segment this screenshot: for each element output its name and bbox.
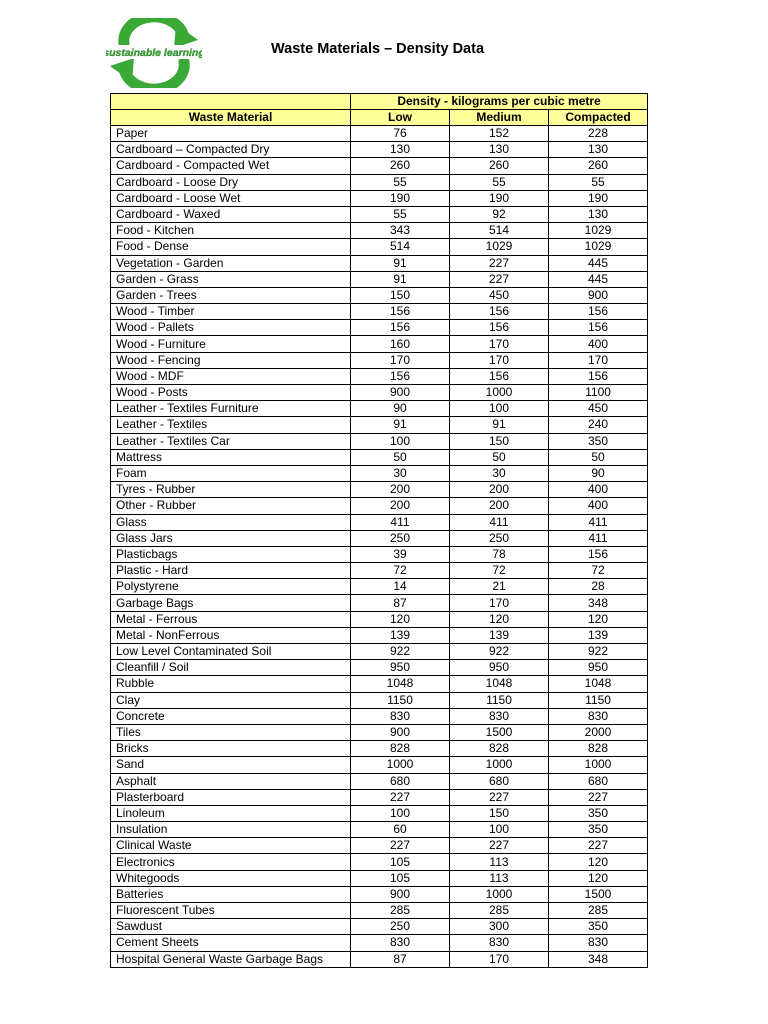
material-cell: Linoleum [111,805,351,821]
compacted-cell: 1000 [549,757,648,773]
compacted-cell: 227 [549,789,648,805]
compacted-cell: 830 [549,708,648,724]
medium-cell: 170 [450,352,549,368]
compacted-cell: 156 [549,320,648,336]
medium-cell: 514 [450,223,549,239]
compacted-cell: 445 [549,271,648,287]
table-row [111,142,648,158]
compacted-cell: 130 [549,206,648,222]
material-cell: Tyres - Rubber [111,482,351,498]
table-row [111,465,648,481]
table-row [111,368,648,384]
material-cell: Garden - Trees [111,287,351,303]
material-cell: Fluorescent Tubes [111,903,351,919]
material-cell: Cardboard - Loose Dry [111,174,351,190]
medium-cell: 1048 [450,676,549,692]
compacted-cell: 50 [549,449,648,465]
density-table [110,93,648,968]
material-cell: Low Level Contaminated Soil [111,644,351,660]
low-cell: 55 [351,174,450,190]
table-row [111,449,648,465]
material-cell: Metal - Ferrous [111,611,351,627]
compacted-cell: 227 [549,838,648,854]
low-cell: 250 [351,919,450,935]
material-cell: Wood - MDF [111,368,351,384]
table-row [111,287,648,303]
material-cell: Plasticbags [111,546,351,562]
low-cell: 830 [351,935,450,951]
low-cell: 950 [351,660,450,676]
compacted-cell: 450 [549,401,648,417]
low-cell: 260 [351,158,450,174]
low-cell: 91 [351,271,450,287]
medium-cell: 91 [450,417,549,433]
medium-cell: 260 [450,158,549,174]
header-row-group [111,94,648,110]
medium-cell: 1500 [450,724,549,740]
material-cell: Plastic - Hard [111,563,351,579]
material-cell: Polystyrene [111,579,351,595]
compacted-cell: 900 [549,287,648,303]
table-row [111,627,648,643]
compacted-cell: 156 [549,546,648,562]
medium-cell: 150 [450,433,549,449]
material-cell: Rubble [111,676,351,692]
medium-cell: 170 [450,336,549,352]
density-group-header: Density - kilograms per cubic metre [351,94,648,110]
medium-cell: 92 [450,206,549,222]
low-cell: 200 [351,498,450,514]
material-cell: Vegetation - Garden [111,255,351,271]
low-cell: 156 [351,320,450,336]
table-row [111,919,648,935]
table-row [111,206,648,222]
material-cell: Metal - NonFerrous [111,627,351,643]
table-row [111,708,648,724]
material-cell: Cardboard - Compacted Wet [111,158,351,174]
low-cell: 90 [351,401,450,417]
low-cell: 87 [351,951,450,967]
low-cell: 830 [351,708,450,724]
table-row [111,417,648,433]
compacted-cell: 2000 [549,724,648,740]
material-cell: Concrete [111,708,351,724]
table-row [111,724,648,740]
compacted-cell: 90 [549,465,648,481]
table-row [111,870,648,886]
compacted-cell: 348 [549,595,648,611]
material-cell: Cardboard - Waxed [111,206,351,222]
compacted-cell: 350 [549,919,648,935]
material-cell: Garbage Bags [111,595,351,611]
compacted-cell: 72 [549,563,648,579]
low-cell: 170 [351,352,450,368]
medium-cell: 72 [450,563,549,579]
compacted-cell: 156 [549,368,648,384]
compacted-cell: 28 [549,579,648,595]
low-column-header: Low [351,110,450,126]
material-cell: Hospital General Waste Garbage Bags [111,951,351,967]
low-cell: 150 [351,287,450,303]
medium-cell: 828 [450,741,549,757]
table-row [111,854,648,870]
table-row [111,644,648,660]
compacted-cell: 350 [549,433,648,449]
table-row [111,805,648,821]
medium-cell: 950 [450,660,549,676]
low-cell: 1150 [351,692,450,708]
material-cell: Clay [111,692,351,708]
medium-cell: 200 [450,482,549,498]
compacted-cell: 228 [549,126,648,142]
material-cell: Leather - Textiles [111,417,351,433]
low-cell: 160 [351,336,450,352]
material-cell: Other - Rubber [111,498,351,514]
material-cell: Cleanfill / Soil [111,660,351,676]
medium-cell: 285 [450,903,549,919]
material-cell: Batteries [111,886,351,902]
material-cell: Glass [111,514,351,530]
table-row [111,822,648,838]
low-cell: 14 [351,579,450,595]
compacted-cell: 1048 [549,676,648,692]
low-cell: 250 [351,530,450,546]
compacted-cell: 922 [549,644,648,660]
medium-cell: 411 [450,514,549,530]
medium-cell: 152 [450,126,549,142]
low-cell: 200 [351,482,450,498]
table-row [111,352,648,368]
medium-cell: 156 [450,304,549,320]
header-row-columns [111,110,648,126]
sustainable-learning-logo [106,18,202,88]
compacted-cell: 350 [549,822,648,838]
medium-cell: 170 [450,951,549,967]
material-cell: Garden - Grass [111,271,351,287]
compacted-cell: 156 [549,304,648,320]
medium-cell: 300 [450,919,549,935]
material-cell: Sawdust [111,919,351,935]
material-cell: Plasterboard [111,789,351,805]
table-row [111,838,648,854]
table-row [111,158,648,174]
material-column-header: Waste Material [111,110,351,126]
compacted-cell: 120 [549,854,648,870]
medium-cell: 1000 [450,886,549,902]
table-row [111,595,648,611]
compacted-cell: 400 [549,498,648,514]
compacted-cell: 1500 [549,886,648,902]
low-cell: 76 [351,126,450,142]
table-row [111,660,648,676]
table-row [111,385,648,401]
table-row [111,676,648,692]
material-cell: Mattress [111,449,351,465]
material-cell: Wood - Furniture [111,336,351,352]
table-row [111,546,648,562]
material-cell: Foam [111,465,351,481]
medium-cell: 227 [450,789,549,805]
material-cell: Wood - Timber [111,304,351,320]
material-cell: Wood - Fencing [111,352,351,368]
medium-cell: 200 [450,498,549,514]
compacted-cell: 170 [549,352,648,368]
material-cell: Leather - Textiles Car [111,433,351,449]
medium-cell: 922 [450,644,549,660]
table-row [111,611,648,627]
material-cell: Whitegoods [111,870,351,886]
medium-cell: 190 [450,190,549,206]
table-row [111,190,648,206]
low-cell: 87 [351,595,450,611]
table-row [111,789,648,805]
medium-cell: 55 [450,174,549,190]
medium-column-header: Medium [450,110,549,126]
low-cell: 130 [351,142,450,158]
header-spacer [111,94,351,110]
table-row [111,401,648,417]
material-cell: Food - Kitchen [111,223,351,239]
low-cell: 60 [351,822,450,838]
compacted-cell: 139 [549,627,648,643]
medium-cell: 156 [450,320,549,336]
low-cell: 100 [351,805,450,821]
compacted-cell: 1029 [549,223,648,239]
medium-cell: 21 [450,579,549,595]
table-row [111,126,648,142]
table-row [111,433,648,449]
medium-cell: 120 [450,611,549,627]
compacted-cell: 445 [549,255,648,271]
compacted-cell: 350 [549,805,648,821]
low-cell: 156 [351,304,450,320]
table-row [111,773,648,789]
low-cell: 39 [351,546,450,562]
low-cell: 156 [351,368,450,384]
compacted-column-header: Compacted [549,110,648,126]
material-cell: Glass Jars [111,530,351,546]
compacted-cell: 348 [549,951,648,967]
table-row [111,239,648,255]
medium-cell: 100 [450,822,549,838]
material-cell: Asphalt [111,773,351,789]
low-cell: 50 [351,449,450,465]
table-row [111,757,648,773]
low-cell: 1048 [351,676,450,692]
material-cell: Sand [111,757,351,773]
table-row [111,951,648,967]
medium-cell: 78 [450,546,549,562]
medium-cell: 1029 [450,239,549,255]
compacted-cell: 1029 [549,239,648,255]
low-cell: 91 [351,417,450,433]
medium-cell: 170 [450,595,549,611]
low-cell: 105 [351,870,450,886]
low-cell: 680 [351,773,450,789]
material-cell: Electronics [111,854,351,870]
material-cell: Cement Sheets [111,935,351,951]
table-row [111,336,648,352]
low-cell: 190 [351,190,450,206]
table-row [111,223,648,239]
medium-cell: 1000 [450,757,549,773]
compacted-cell: 950 [549,660,648,676]
compacted-cell: 411 [549,514,648,530]
compacted-cell: 240 [549,417,648,433]
medium-cell: 139 [450,627,549,643]
table-row [111,886,648,902]
compacted-cell: 190 [549,190,648,206]
low-cell: 139 [351,627,450,643]
material-cell: Leather - Textiles Furniture [111,401,351,417]
compacted-cell: 120 [549,611,648,627]
low-cell: 900 [351,385,450,401]
low-cell: 105 [351,854,450,870]
compacted-cell: 260 [549,158,648,174]
low-cell: 91 [351,255,450,271]
low-cell: 1000 [351,757,450,773]
medium-cell: 113 [450,854,549,870]
material-cell: Wood - Pallets [111,320,351,336]
medium-cell: 227 [450,838,549,854]
low-cell: 227 [351,838,450,854]
table-row [111,174,648,190]
material-cell: Food - Dense [111,239,351,255]
medium-cell: 227 [450,255,549,271]
low-cell: 900 [351,724,450,740]
table-row [111,530,648,546]
medium-cell: 250 [450,530,549,546]
compacted-cell: 830 [549,935,648,951]
compacted-cell: 120 [549,870,648,886]
compacted-cell: 1100 [549,385,648,401]
medium-cell: 30 [450,465,549,481]
table-row [111,563,648,579]
medium-cell: 130 [450,142,549,158]
medium-cell: 830 [450,708,549,724]
low-cell: 343 [351,223,450,239]
table-row [111,482,648,498]
compacted-cell: 411 [549,530,648,546]
medium-cell: 227 [450,271,549,287]
compacted-cell: 400 [549,336,648,352]
low-cell: 100 [351,433,450,449]
low-cell: 922 [351,644,450,660]
low-cell: 828 [351,741,450,757]
material-cell: Paper [111,126,351,142]
low-cell: 120 [351,611,450,627]
table-row [111,579,648,595]
page-title: Waste Materials – Density Data [271,41,485,57]
table-row [111,514,648,530]
medium-cell: 1150 [450,692,549,708]
table-row [111,255,648,271]
material-cell: Cardboard - Loose Wet [111,190,351,206]
low-cell: 900 [351,886,450,902]
compacted-cell: 400 [549,482,648,498]
recycle-arrows-icon [106,18,202,88]
medium-cell: 830 [450,935,549,951]
medium-cell: 50 [450,449,549,465]
compacted-cell: 130 [549,142,648,158]
low-cell: 30 [351,465,450,481]
table-row [111,271,648,287]
compacted-cell: 285 [549,903,648,919]
medium-cell: 450 [450,287,549,303]
table-row [111,692,648,708]
material-cell: Wood - Posts [111,385,351,401]
table-row [111,320,648,336]
material-cell: Tiles [111,724,351,740]
material-cell: Bricks [111,741,351,757]
material-cell: Cardboard – Compacted Dry [111,142,351,158]
table-row [111,935,648,951]
medium-cell: 100 [450,401,549,417]
table-row [111,498,648,514]
table-row [111,304,648,320]
low-cell: 55 [351,206,450,222]
medium-cell: 1000 [450,385,549,401]
medium-cell: 680 [450,773,549,789]
medium-cell: 113 [450,870,549,886]
table-row [111,741,648,757]
low-cell: 285 [351,903,450,919]
low-cell: 72 [351,563,450,579]
low-cell: 227 [351,789,450,805]
compacted-cell: 680 [549,773,648,789]
material-cell: Clinical Waste [111,838,351,854]
compacted-cell: 55 [549,174,648,190]
low-cell: 411 [351,514,450,530]
material-cell: Insulation [111,822,351,838]
compacted-cell: 828 [549,741,648,757]
compacted-cell: 1150 [549,692,648,708]
low-cell: 514 [351,239,450,255]
medium-cell: 150 [450,805,549,821]
table-row [111,903,648,919]
medium-cell: 156 [450,368,549,384]
logo-lettering: sustainable learning [106,47,202,59]
